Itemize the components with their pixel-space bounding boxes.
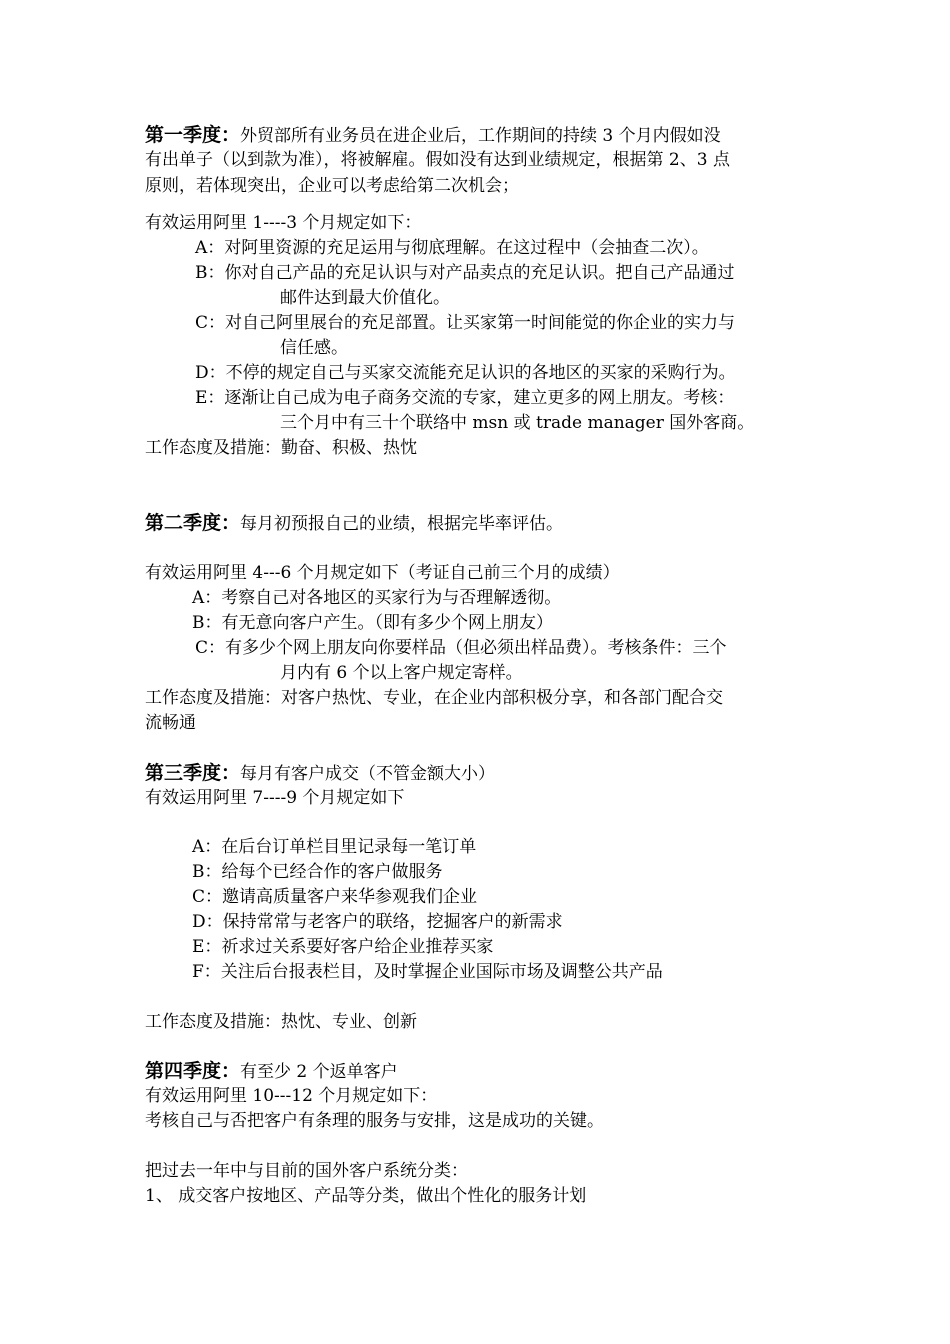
q2-intro-text: 每月初预报自己的业绩，根据完毕率评估。	[240, 514, 564, 534]
q1-item-c: C：对自己阿里展台的充足部置。让买家第一时间能觉的你企业的实力与	[195, 313, 736, 333]
q2-attitude-line-1: 工作态度及措施：对客户热忱、专业，在企业内部积极分享，和各部门配合交	[145, 688, 723, 708]
q4-intro-text: 有至少 2 个返单客户	[240, 1062, 398, 1082]
q3-intro-line	[145, 761, 495, 786]
q2-item-c-cont: 月内有 6 个以上客户规定寄样。	[280, 663, 523, 683]
q3-rule-heading: 有效运用阿里 7----9 个月规定如下	[145, 788, 405, 808]
q2-item-b: B：有无意向客户产生。（即有多少个网上朋友）	[192, 613, 553, 633]
q4-line-1: 考核自己与否把客户有条理的服务与安排，这是成功的关键。	[145, 1111, 604, 1131]
q2-intro-line	[145, 511, 563, 536]
q3-title: 第三季度：	[145, 762, 241, 784]
q2-item-c: C：有多少个网上朋友向你要样品（但必须出样品费）。考核条件：三个	[195, 638, 727, 658]
q3-item-e: E：祈求过关系要好客户给企业推荐买家	[192, 937, 494, 957]
q1-item-d: D：不停的规定自己与买家交流能充足认识的各地区的买家的采购行为。	[195, 363, 736, 383]
q3-item-b: B：给每个已经合作的客户做服务	[192, 862, 443, 882]
q3-item-c: C：邀请高质量客户来华参观我们企业	[192, 887, 478, 907]
q1-item-e-cont: 三个月中有三十个联络中 msn 或 trade manager 国外客商。	[280, 413, 755, 433]
q3-item-d: D：保持常常与老客户的联络，挖掘客户的新需求	[192, 912, 563, 932]
q2-title: 第二季度：	[145, 512, 241, 534]
q2-attitude-line-2: 流畅通	[145, 713, 196, 733]
q1-intro-line-2: 有出单子（以到款为准），将被解雇。假如没有达到业绩规定，根据第 2、3 点	[145, 150, 730, 170]
q3-item-a: A：在后台订单栏目里记录每一笔订单	[192, 837, 477, 857]
q4-list-item-1: 1、 成交客户按地区、产品等分类，做出个性化的服务计划	[145, 1186, 587, 1206]
q1-item-c-cont: 信任感。	[280, 338, 348, 358]
q1-rule-heading: 有效运用阿里 1----3 个月规定如下：	[145, 213, 422, 233]
q4-intro-line	[145, 1059, 398, 1084]
q1-item-b-cont: 邮件达到最大价值化。	[280, 288, 450, 308]
q1-title: 第一季度：	[145, 124, 241, 146]
q4-title: 第四季度：	[145, 1060, 241, 1082]
q4-rule-heading: 有效运用阿里 10---12 个月规定如下：	[145, 1086, 438, 1106]
q1-intro-text: 外贸部所有业务员在进企业后，工作期间的持续 3 个月内假如没	[240, 126, 721, 146]
q3-item-f: F：关注后台报表栏目，及时掌握企业国际市场及调整公共产品	[192, 962, 663, 982]
q4-line-2: 把过去一年中与目前的国外客户系统分类：	[145, 1161, 468, 1181]
q3-attitude: 工作态度及措施：热忱、专业、创新	[145, 1012, 417, 1032]
q1-attitude: 工作态度及措施：勤奋、积极、热忱	[145, 438, 417, 458]
q1-item-b: B：你对自己产品的充足认识与对产品卖点的充足认识。把自己产品通过	[195, 263, 735, 283]
q3-intro-text: 每月有客户成交（不管金额大小）	[240, 764, 496, 784]
q2-item-a: A：考察自己对各地区的买家行为与否理解透彻。	[192, 588, 562, 608]
q1-item-e: E：逐渐让自己成为电子商务交流的专家，建立更多的网上朋友。考核：	[195, 388, 735, 408]
q1-intro-line-1	[145, 123, 807, 148]
q1-intro-line-3: 原则，若体现突出，企业可以考虑给第二次机会；	[145, 176, 519, 196]
q1-item-a: A：对阿里资源的充足运用与彻底理解。在这过程中（会抽查二次）。	[195, 238, 709, 258]
q2-rule-heading: 有效运用阿里 4---6 个月规定如下（考证自己前三个月的成绩）	[145, 563, 620, 583]
